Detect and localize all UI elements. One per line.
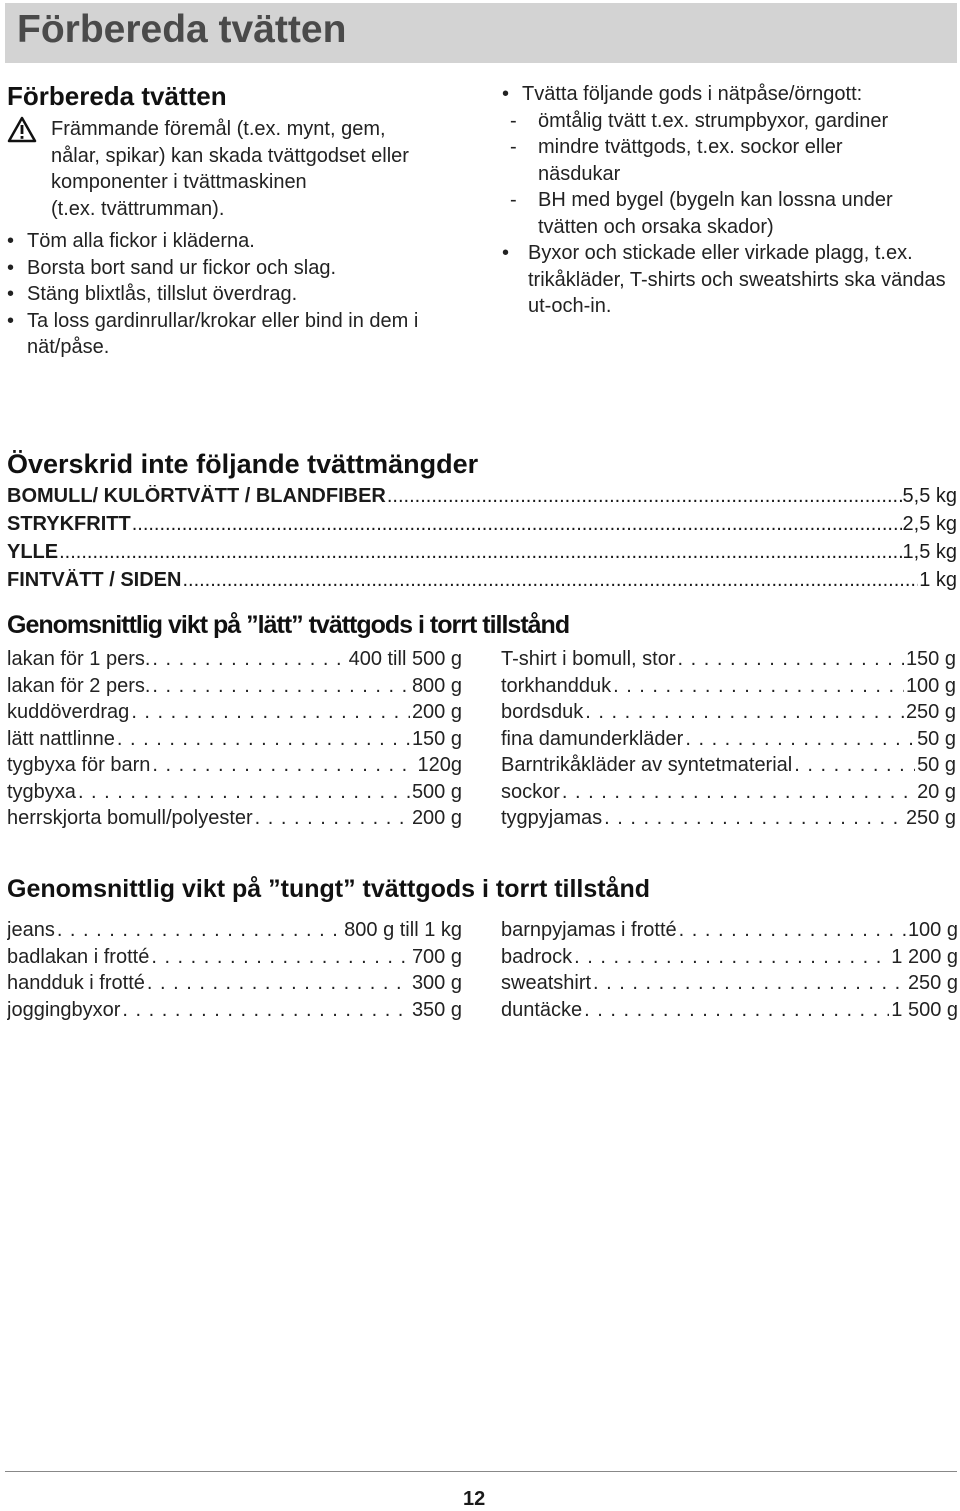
list-item bbox=[501, 805, 956, 832]
list-item bbox=[7, 726, 462, 753]
leader-dots bbox=[593, 970, 906, 997]
item-value: 50 g bbox=[917, 754, 956, 776]
leader-dots bbox=[122, 997, 410, 1024]
item-value: 800 g till 1 kg bbox=[344, 919, 462, 941]
leader-dots bbox=[147, 970, 410, 997]
item-value: 800 g bbox=[411, 674, 462, 697]
list-item bbox=[7, 805, 462, 832]
limits-list bbox=[7, 485, 957, 597]
item-value: 100 g bbox=[907, 919, 958, 941]
leader-dots bbox=[151, 944, 410, 971]
net-bag-section bbox=[502, 81, 952, 320]
item-value: 500 g bbox=[411, 780, 462, 803]
item-value: 1 200 g bbox=[891, 945, 958, 968]
section-heading-limits: Överskrid inte följande tvättmängder bbox=[7, 449, 479, 479]
list-item: • Borsta bort sand ur fickor och slag. bbox=[7, 255, 437, 282]
leader-dots bbox=[585, 699, 904, 726]
list-item bbox=[501, 970, 958, 997]
warning-line: komponenter i tvättmaskinen bbox=[51, 171, 307, 193]
list-item bbox=[7, 485, 957, 513]
prep-bullet-list bbox=[7, 228, 437, 361]
item-value: 200 g bbox=[411, 807, 462, 829]
section-heading-light: Genomsnittlig vikt på ”lätt” tvättgods i torrt tillstånd bbox=[7, 611, 570, 639]
list-item bbox=[501, 726, 956, 753]
item-value: 300 g bbox=[411, 972, 462, 994]
item-value: 250 g bbox=[905, 701, 956, 723]
leader-dots bbox=[132, 513, 902, 536]
list-item: - ömtålig tvätt t.ex. strumpbyxor, gardiner bbox=[502, 108, 952, 135]
leader-dots bbox=[562, 779, 915, 806]
item-label: tygbyxa bbox=[7, 780, 76, 803]
list-item: - mindre tvättgods, t.ex. sockor eller näsdukar bbox=[502, 134, 898, 187]
item-value: 100 g bbox=[905, 674, 956, 697]
item-label: tygbyxa för barn bbox=[7, 754, 151, 776]
list-item: - BH med bygel (bygeln kan lossna under tvätten och orsaka skador) bbox=[502, 187, 958, 240]
item-label: badlakan i frotté bbox=[7, 945, 150, 968]
item-label: lakan för 1 pers. bbox=[7, 648, 151, 670]
item-label: sweatshirt bbox=[501, 972, 592, 994]
list-item bbox=[501, 699, 956, 726]
list-item bbox=[7, 513, 957, 541]
list-item: • Stäng blixtlås, tillslut överdrag. bbox=[7, 281, 437, 308]
list-item bbox=[7, 752, 462, 779]
list-item: • Byxor och stickade eller virkade plagg, t.ex. trikåkläder, T-shirts och sweatshirts ska vändas ut-och-in. bbox=[502, 240, 948, 320]
warning-line: (t.ex. tvättrumman). bbox=[51, 197, 225, 220]
item-value: 1 500 g bbox=[891, 998, 958, 1021]
leader-dots bbox=[152, 646, 346, 673]
item-label: sockor bbox=[501, 780, 560, 803]
leader-dots bbox=[59, 541, 901, 564]
item-label: joggingbyxor bbox=[7, 998, 121, 1021]
list-item bbox=[7, 917, 462, 944]
item-value: 150 g bbox=[411, 727, 462, 750]
item-value: 1,5 kg bbox=[902, 541, 957, 563]
list-item bbox=[501, 673, 956, 700]
item-value: 120g bbox=[417, 754, 462, 776]
section-heading-heavy: Genomsnittlig vikt på ”tungt” tvättgods i torrt tillstånd bbox=[7, 875, 651, 903]
list-item bbox=[501, 997, 958, 1024]
item-label: jeans bbox=[7, 919, 55, 941]
leader-dots bbox=[584, 997, 889, 1024]
list-item bbox=[7, 673, 462, 700]
leader-dots bbox=[677, 646, 903, 673]
leader-dots bbox=[152, 752, 415, 779]
leader-dots bbox=[152, 673, 410, 700]
item-label: duntäcke bbox=[501, 998, 583, 1021]
item-value: 5,5 kg bbox=[902, 485, 957, 507]
item-value: 20 g bbox=[917, 780, 956, 803]
light-left-list bbox=[7, 646, 462, 832]
list-item bbox=[7, 569, 957, 597]
list-item bbox=[7, 997, 462, 1024]
list-item bbox=[7, 970, 462, 997]
footer-divider bbox=[5, 1471, 957, 1472]
section-heading-prep: Förbereda tvätten bbox=[7, 81, 227, 111]
leader-dots bbox=[574, 944, 889, 971]
item-label: torkhandduk bbox=[501, 674, 612, 697]
list-item bbox=[7, 944, 462, 971]
item-value: 2,5 kg bbox=[902, 513, 957, 535]
list-item bbox=[501, 779, 956, 806]
list-item bbox=[7, 779, 462, 806]
list-item bbox=[7, 646, 462, 673]
item-value: 150 g bbox=[905, 648, 956, 670]
item-value: 700 g bbox=[411, 945, 462, 968]
leader-dots bbox=[613, 673, 904, 700]
item-label: lakan för 2 pers. bbox=[7, 674, 151, 697]
heavy-left-list bbox=[7, 917, 462, 1023]
leader-dots bbox=[679, 917, 906, 944]
list-item bbox=[501, 646, 956, 673]
leader-dots bbox=[685, 726, 915, 753]
item-value: 250 g bbox=[905, 807, 956, 829]
item-value: 350 g bbox=[411, 998, 462, 1021]
item-label: STRYKFRITT bbox=[7, 513, 131, 535]
item-label: handduk i frotté bbox=[7, 972, 145, 994]
leader-dots bbox=[182, 569, 918, 592]
item-label: kuddöverdrag bbox=[7, 701, 130, 723]
item-label: fina damunderkläder bbox=[501, 727, 684, 750]
leader-dots bbox=[794, 752, 915, 779]
list-item: • Töm alla fickor i kläderna. bbox=[7, 228, 437, 255]
item-label: T-shirt i bomull, stor bbox=[501, 648, 676, 670]
leader-dots bbox=[604, 805, 904, 832]
item-value: 200 g bbox=[411, 701, 462, 723]
item-label: badrock bbox=[501, 945, 573, 968]
list-item bbox=[501, 944, 958, 971]
leader-dots bbox=[117, 726, 410, 753]
item-value: 50 g bbox=[917, 727, 956, 750]
leader-dots bbox=[255, 805, 410, 832]
page-title: Förbereda tvätten bbox=[17, 8, 347, 51]
heavy-right-list bbox=[501, 917, 958, 1023]
leader-dots bbox=[131, 699, 410, 726]
item-value: 400 till 500 g bbox=[348, 648, 462, 670]
item-label: FINTVÄTT / SIDEN bbox=[7, 569, 182, 591]
item-value: 1 kg bbox=[919, 569, 957, 591]
list-item: • Ta loss gardinrullar/krokar eller bind in dem i nät/påse. bbox=[7, 308, 427, 361]
list-item bbox=[7, 699, 462, 726]
warning-line: Främmande föremål (t.ex. mynt, gem, bbox=[51, 118, 386, 140]
item-value: 250 g bbox=[907, 972, 958, 994]
leader-dots bbox=[78, 779, 410, 806]
leader-dots bbox=[57, 917, 342, 944]
light-right-list bbox=[501, 646, 956, 832]
page-number: 12 bbox=[463, 1488, 486, 1510]
item-label: lätt nattlinne bbox=[7, 727, 115, 750]
item-label: tygpyjamas bbox=[501, 807, 603, 829]
item-label: YLLE bbox=[7, 541, 59, 563]
warning-line: nålar, spikar) kan skada tvättgodset eller bbox=[51, 144, 409, 167]
item-label: Barntrikåkläder av syntetmaterial bbox=[501, 754, 793, 776]
list-item: • Tvätta följande gods i nätpåse/örngott: bbox=[502, 81, 952, 108]
warning-icon bbox=[7, 116, 37, 143]
item-label: herrskjorta bomull/polyester bbox=[7, 807, 253, 829]
item-label: bordsduk bbox=[501, 701, 584, 723]
item-label: BOMULL/ KULÖRTVÄTT / BLANDFIBER bbox=[7, 485, 386, 507]
list-item bbox=[7, 541, 957, 569]
list-item bbox=[501, 917, 958, 944]
leader-dots bbox=[387, 485, 902, 508]
warning-text bbox=[51, 116, 471, 222]
list-item bbox=[501, 752, 956, 779]
item-label: barnpyjamas i frotté bbox=[501, 919, 677, 941]
